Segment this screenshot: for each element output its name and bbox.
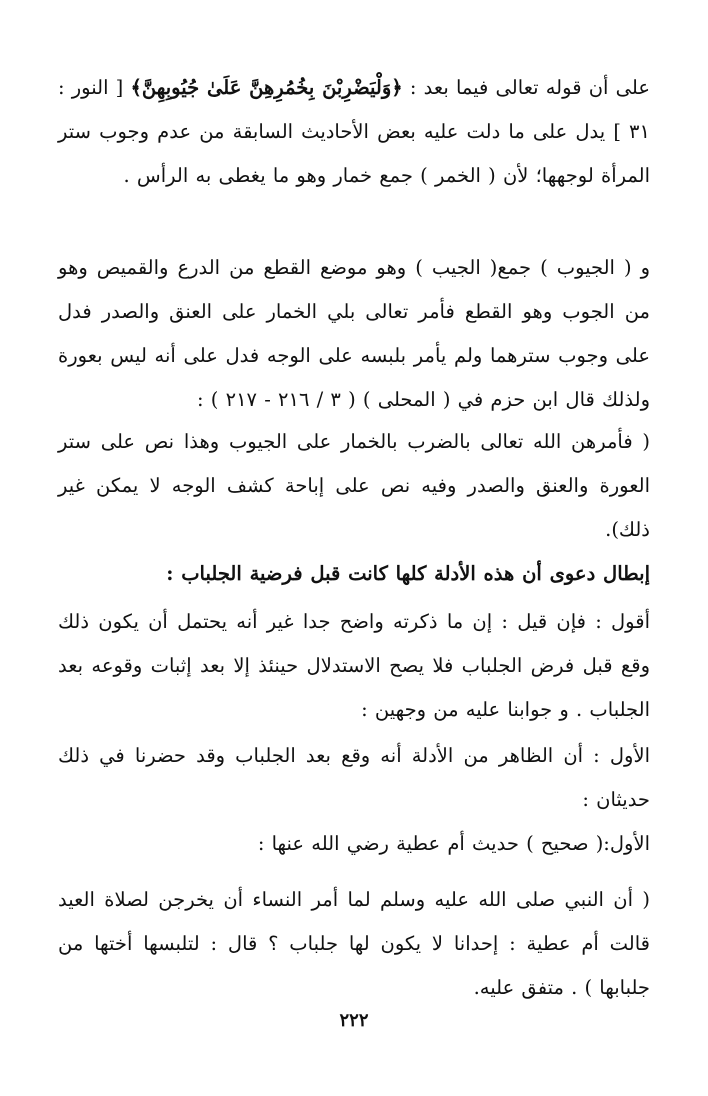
paragraph-text: الأول : أن الظاهر من الأدلة أنه وقع بعد الجلباب وقد حضرنا في ذلك حديثان : <box>58 744 650 811</box>
paragraph-text: أقول : فإن قيل : إن ما ذكرته واضح جدا غير أنه يحتمل أن يكون ذلك وقع قبل فرض الجلباب فلا يصح الاستدلال حينئذ إلا بعد إثبات وقوعه بعد الجلباب . و جوابنا عليه من وجهين : <box>58 610 650 721</box>
paragraph-quran-verse <box>58 66 650 198</box>
paragraph-hadith-text <box>58 878 650 1010</box>
paragraph-objection <box>58 600 650 732</box>
quran-verse: ﴿وَلْيَضْرِبْنَ بِخُمُرِهِنَّ عَلَىٰ جُيُوبِهِنَّ﴾ <box>130 76 403 99</box>
paragraph-first-answer <box>58 734 650 822</box>
paragraph-text: و ( الجيوب ) جمع( الجيب ) وهو موضع القطع من الدرع والقميص وهو من الجوب وهو القطع فأمر تعالى بلي الخمار على العنق والصدر فدل على وجوب سترهما ولم يأمر بلبسه على الوجه فدل على أنه ليس بعورة ولذلك قال ابن حزم في ( المحلى ) ( ٣ / ٢١٦ - ٢١٧ ) : <box>58 256 650 411</box>
paragraph-text: الأول:( صحيح ) حديث أم عطية رضي الله عنها : <box>257 832 650 855</box>
paragraph-hadith-title <box>58 822 650 866</box>
section-heading <box>58 552 650 596</box>
paragraph-text: ( فأمرهن الله تعالى بالضرب بالخمار على الجيوب وهذا نص على ستر العورة والعنق والصدر وفيه نص على إباحة كشف الوجه لا يمكن غير ذلك). <box>58 430 650 541</box>
paragraph-lead-text: على أن قوله تعالى فيما بعد : <box>402 76 650 99</box>
paragraph-text: ( أن النبي صلى الله عليه وسلم لما أمر النساء أن يخرجن لصلاة العيد قالت أم عطية : إحدانا لا يكون لها جلباب ؟ قال : لتلبسها أختها من جلبابها ) . متفق عليه. <box>58 888 650 999</box>
page-number: ٢٢٢ <box>339 1010 369 1031</box>
heading-text: إبطال دعوى أن هذه الأدلة كلها كانت قبل فرضية الجلباب : <box>166 562 650 585</box>
paragraph-body-text: [ النور : ٣١ ] يدل على ما دلت عليه بعض الأحاديث السابقة من عدم وجوب ستر المرأة لوجهها؛ لأن ( الخمر ) جمع خمار وهو ما يغطى به الرأس . <box>57 76 650 187</box>
paragraph-ibn-hazm-quote <box>58 420 650 552</box>
paragraph-juyub <box>58 246 650 422</box>
